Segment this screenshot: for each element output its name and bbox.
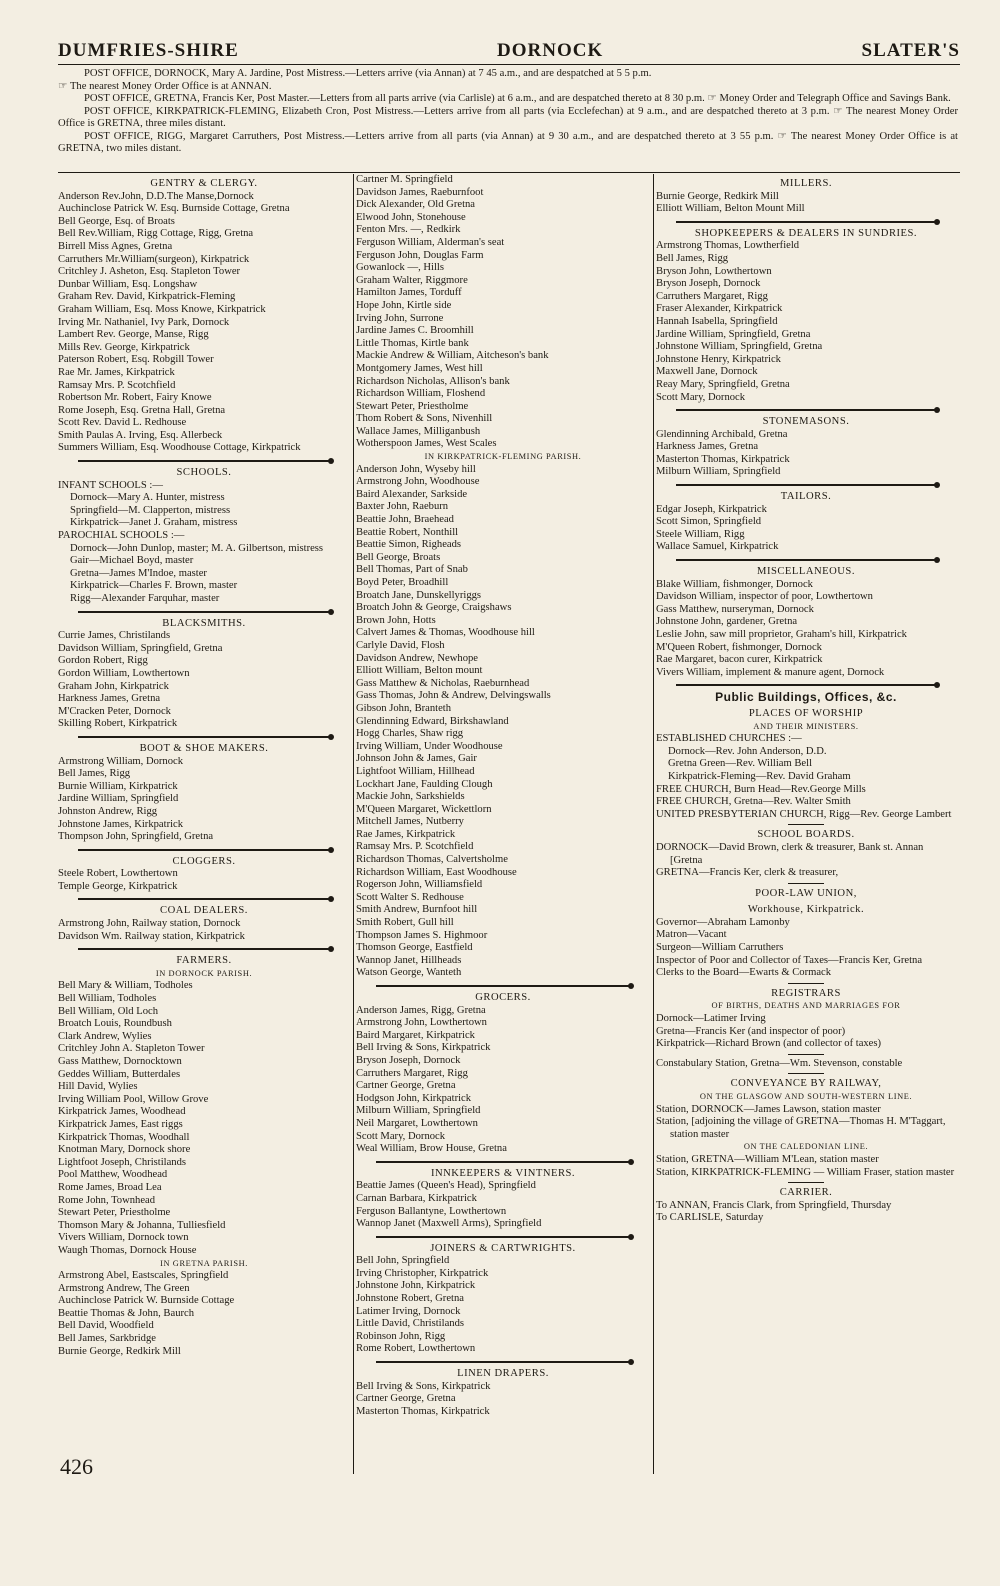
directory-entry: Clerks to the Board—Ewarts & Cormack xyxy=(656,967,832,979)
section-heading: FARMERS. xyxy=(176,955,232,967)
directory-entry: Steele William, Rigg xyxy=(656,528,745,540)
directory-entry: Smith Paulas A. Irving, Esq. Allerbeck xyxy=(58,429,223,441)
directory-entry: Masterton Thomas, Kirkpatrick xyxy=(356,1405,490,1417)
directory-entry: Davidson William, Springfield, Gretna xyxy=(58,642,223,654)
directory-entry: Little Thomas, Kirtle bank xyxy=(356,337,469,349)
directory-entry: Bell Rev.William, Rigg Cottage, Rigg, Gretna xyxy=(58,228,254,240)
directory-entry: Davidson Andrew, Newhope xyxy=(356,652,478,664)
directory-entry: Rae Margaret, bacon curer, Kirkpatrick xyxy=(656,654,823,666)
directory-entry: Beattie John, Braehead xyxy=(356,514,454,526)
section-divider xyxy=(376,1159,630,1164)
directory-entry: Matron—Vacant xyxy=(656,929,727,941)
post-office-gretna: POST OFFICE, GRETNA, Francis Ker, Post Master.—Letters from all parts arrive (via Carlisle) at 6 a.m., and are despatched thereto at 8 30 p.m. ☞ Money Order and Telegraph Office and Savings Bank. xyxy=(84,93,951,104)
directory-entry: Beattie James (Queen's Head), Springfield xyxy=(356,1180,536,1192)
short-divider xyxy=(788,983,824,984)
directory-entry: Carruthers Margaret, Rigg xyxy=(356,1067,468,1079)
directory-entry: Station, DORNOCK—James Lawson, station master xyxy=(656,1103,881,1115)
directory-entry: Bryson Joseph, Dornock xyxy=(356,1054,461,1066)
directory-entry: Birrell Miss Agnes, Gretna xyxy=(58,240,173,252)
directory-entry: Gass Matthew, Dornocktown xyxy=(58,1056,182,1067)
directory-entry: Hodgson John, Kirkpatrick xyxy=(356,1092,472,1104)
directory-entry: Johnstone James, Kirkpatrick xyxy=(58,818,184,830)
directory-entry: Reay Mary, Springfield, Gretna xyxy=(656,378,790,390)
directory-entry: Wannop Janet (Maxwell Arms), Springfield xyxy=(356,1218,542,1230)
directory-entry: Mills Rev. George, Kirkpatrick xyxy=(58,341,190,353)
directory-entry: Broatch Jane, Dunskellyriggs xyxy=(356,589,482,601)
directory-entry: Armstrong John, Railway station, Dornock xyxy=(58,918,241,930)
directory-entry: Mitchell James, Nutberry xyxy=(356,816,464,828)
directory-entry: Lambert Rev. George, Manse, Rigg xyxy=(58,329,209,341)
directory-entry: Bell Irving & Sons, Kirkpatrick xyxy=(356,1042,491,1054)
directory-entry: Thomson George, Eastfield xyxy=(356,942,473,954)
directory-entry: Jardine James C. Broomhill xyxy=(356,325,474,337)
directory-entry: Vivers William, implement & manure agent, Dornock xyxy=(656,666,885,678)
directory-entry: Ramsay Mrs. P. Scotchfield xyxy=(356,841,474,853)
directory-entry: Dornock—John Dunlop, master; M. A. Gilbertson, mistress xyxy=(70,542,324,554)
directory-entry: Mackie Andrew & William, Aitcheson's bank xyxy=(356,350,549,362)
section-heading: BLACKSMITHS. xyxy=(162,617,246,629)
directory-entry: Kirkpatrick James, East riggs xyxy=(58,1118,183,1130)
directory-entry: Armstrong Abel, Eastscales, Springfield xyxy=(58,1270,229,1282)
header-town: DORNOCK xyxy=(497,40,604,61)
directory-entry: Bell David, Woodfield xyxy=(58,1320,154,1332)
section-divider xyxy=(376,1234,630,1239)
directory-entry: Johnstone Robert, Gretna xyxy=(356,1293,464,1305)
column-2 xyxy=(356,174,650,1418)
header-publisher: SLATER'S xyxy=(861,40,960,61)
directory-entry: Cartner George, Gretna xyxy=(356,1080,456,1092)
section-heading: REGISTRARS xyxy=(771,987,841,999)
directory-entry: Fraser Alexander, Kirkpatrick xyxy=(656,303,783,315)
directory-entry: Wotherspoon James, West Scales xyxy=(356,438,497,450)
directory-entry: Harkness James, Gretna xyxy=(656,441,759,453)
directory-entry: Summers William, Esq. Woodhouse Cottage, Kirkpatrick xyxy=(58,442,301,454)
directory-entry: Baird Alexander, Sarkside xyxy=(356,488,468,500)
directory-entry: Waugh Thomas, Dornock House xyxy=(58,1244,197,1256)
column-divider-2 xyxy=(653,174,654,1474)
directory-entry: Scott Walter S. Redhouse xyxy=(356,891,464,903)
section-heading: SCHOOL BOARDS. xyxy=(757,829,855,841)
directory-entry: Glendinning Archibald, Gretna xyxy=(656,428,788,440)
sub-heading: IN DORNOCK PARISH. xyxy=(155,968,253,978)
directory-entry: Carruthers Mr.William(surgeon), Kirkpatrick xyxy=(58,253,250,265)
directory-entry: Johnstone John, gardener, Gretna xyxy=(656,616,798,628)
section-divider xyxy=(676,407,936,412)
directory-entry: Lightfoot William, Hillhead xyxy=(356,765,475,777)
section-divider xyxy=(376,983,630,988)
directory-entry: Bell Thomas, Part of Snab xyxy=(356,564,468,576)
directory-entry: Armstrong William, Dornock xyxy=(58,755,184,767)
directory-entry: Gretna—James M'Indoe, master xyxy=(70,567,207,579)
directory-entry: Kirkpatrick—Charles F. Brown, master xyxy=(70,580,238,592)
intro-rule xyxy=(58,172,960,173)
directory-entry: Carnan Barbara, Kirkpatrick xyxy=(356,1192,477,1204)
directory-entry: Anderson James, Rigg, Gretna xyxy=(356,1004,486,1016)
directory-entry: Elliott William, Belton Mount Mill xyxy=(656,203,805,215)
directory-entry: Kirkpatrick James, Woodhead xyxy=(58,1106,186,1118)
directory-entry: Dunbar William, Esq. Longshaw xyxy=(58,278,198,290)
directory-entry: Graham William, Esq. Moss Knowe, Kirkpatrick xyxy=(58,303,266,315)
directory-entry: Gass Thomas, John & Andrew, Delvingswalls xyxy=(356,690,551,702)
directory-entry: Kirkpatrick—Richard Brown (and collector of taxes) xyxy=(656,1038,882,1050)
directory-entry: Harkness James, Gretna xyxy=(58,693,161,705)
directory-entry: Kirkpatrick Thomas, Woodhall xyxy=(58,1131,190,1143)
directory-entry: Graham Walter, Riggmore xyxy=(356,274,468,286)
directory-entry: Rome James, Broad Lea xyxy=(58,1181,162,1193)
header-county: DUMFRIES-SHIRE xyxy=(58,40,239,61)
directory-entry: Anderson John, Wyseby hill xyxy=(356,463,476,475)
section-heading: SCHOOLS. xyxy=(176,467,232,479)
directory-entry: To ANNAN, Francis Clark, from Springfield, Thursday xyxy=(656,1199,892,1211)
post-office-kirkpatrick: POST OFFICE, KIRKPATRICK-FLEMING, Elizabeth Cron, Post Mistress.—Letters arrive from all parts (via Ecclefechan) at 9 a.m., and are despatched thereto at 3 p.m. ☞ The nearest Money Order Office is GRETNA, three miles distant. xyxy=(58,105,958,129)
section-heading: MISCELLANEOUS. xyxy=(757,566,855,578)
directory-entry: Auchinclose Patrick W. Burnside Cottage xyxy=(58,1295,235,1307)
section-divider xyxy=(78,946,330,951)
directory-entry: Kirkpatrick—Janet J. Graham, mistress xyxy=(70,517,238,529)
directory-entry: Dornock—Rev. John Anderson, D.D. xyxy=(668,745,827,757)
directory-entry: UNITED PRESBYTERIAN CHURCH, Rigg—Rev. George Lambert xyxy=(656,808,952,820)
directory-entry: Thompson John, Springfield, Gretna xyxy=(58,831,214,843)
directory-entry: Cartner George, Gretna xyxy=(356,1393,456,1405)
directory-entry: Jardine William, Springfield xyxy=(58,793,179,805)
directory-entry: Armstrong John, Woodhouse xyxy=(356,476,480,488)
directory-entry: Bell William, Todholes xyxy=(58,993,157,1005)
directory-entry: Critchley John A. Stapleton Tower xyxy=(58,1043,205,1055)
directory-entry: Kirkpatrick-Fleming—Rev. David Graham xyxy=(668,770,851,782)
section-heading: TAILORS. xyxy=(780,491,832,503)
directory-entry: Clark Andrew, Wylies xyxy=(58,1030,152,1042)
directory-entry: Irving Christopher, Kirkpatrick xyxy=(356,1267,489,1279)
section-divider xyxy=(376,1359,630,1364)
directory-entry: Weal William, Brow House, Gretna xyxy=(356,1143,507,1155)
directory-entry: PAROCHIAL SCHOOLS :— xyxy=(58,530,185,542)
page-number: 426 xyxy=(60,1454,93,1479)
directory-entry: Hill David, Wylies xyxy=(58,1081,138,1093)
directory-entry: Montgomery James, West hill xyxy=(356,362,483,374)
directory-entry: Bell Irving & Sons, Kirkpatrick xyxy=(356,1380,491,1392)
section-heading: GENTRY & CLERGY. xyxy=(150,178,258,189)
directory-entry: Auchinclose Patrick W. Esq. Burnside Cottage, Gretna xyxy=(58,203,290,215)
directory-entry: Ferguson William, Alderman's seat xyxy=(356,236,505,248)
sub-heading: OF BIRTHS, DEATHS AND MARRIAGES FOR xyxy=(711,1001,901,1011)
directory-entry: Gass Matthew & Nicholas, Raeburnhead xyxy=(356,677,530,689)
directory-entry: Gowanlock —, Hills xyxy=(356,262,444,274)
section-divider xyxy=(78,458,330,463)
directory-entry: Dornock—Mary A. Hunter, mistress xyxy=(70,492,225,504)
section-divider xyxy=(78,896,330,901)
directory-entry: Armstrong Andrew, The Green xyxy=(58,1282,190,1294)
directory-entry: Johnstone John, Kirkpatrick xyxy=(356,1280,476,1292)
directory-entry: Richardson Thomas, Calvertsholme xyxy=(356,854,508,866)
directory-entry: Paterson Robert, Esq. Robgill Tower xyxy=(58,354,214,366)
directory-entry: Davidson James, Raeburnfoot xyxy=(356,186,484,198)
section-heading: PLACES OF WORSHIP xyxy=(748,707,864,719)
directory-entry: Davidson William, inspector of poor, Lowthertown xyxy=(656,591,873,603)
directory-entry: Gair—Michael Boyd, master xyxy=(70,555,194,567)
directory-entry: Scott Rev. David L. Redhouse xyxy=(58,417,187,429)
directory-entry: Constabulary Station, Gretna—Wm. Stevenson, constable xyxy=(656,1057,903,1069)
directory-entry: GRETNA—Francis Ker, clerk & treasurer, xyxy=(656,867,839,879)
short-divider xyxy=(788,883,824,884)
directory-entry: Gretna—Francis Ker (and inspector of poor) xyxy=(656,1025,846,1037)
directory-entry: Graham John, Kirkpatrick xyxy=(58,680,169,692)
directory-entry: Dornock—Latimer Irving xyxy=(656,1013,766,1025)
directory-entry: Bell James, Rigg xyxy=(656,252,729,264)
directory-entry: Bell James, Sarkbridge xyxy=(58,1333,156,1345)
directory-entry: Carruthers Margaret, Rigg xyxy=(656,290,768,302)
directory-entry: Ferguson Ballantyne, Lowthertown xyxy=(356,1205,507,1217)
section-heading: CONVEYANCE BY RAILWAY, xyxy=(730,1078,882,1090)
directory-entry: Beattie Robert, Nonthill xyxy=(356,526,459,538)
section-divider xyxy=(78,847,330,852)
directory-entry: M'Queen Robert, fishmonger, Dornock xyxy=(656,641,822,653)
directory-entry: Irving Mr. Nathaniel, Ivy Park, Dornock xyxy=(58,316,230,328)
directory-entry: Thompson James S. Highmoor xyxy=(356,929,488,941)
section-heading: COAL DEALERS. xyxy=(160,905,248,917)
directory-entry: Milburn William, Springfield xyxy=(656,466,781,478)
section-heading: BOOT & SHOE MAKERS. xyxy=(139,742,269,754)
directory-entry: Bell William, Old Loch xyxy=(58,1005,159,1017)
directory-entry: Robertson Mr. Robert, Fairy Knowe xyxy=(58,392,212,404)
directory-entry: Temple George, Kirkpatrick xyxy=(58,880,178,892)
directory-entry: FREE CHURCH, Gretna—Rev. Walter Smith xyxy=(656,796,851,808)
directory-entry: Elwood John, Stonehouse xyxy=(356,211,466,223)
directory-entry: Baxter John, Raeburn xyxy=(356,501,449,513)
directory-entry: Little David, Christilands xyxy=(356,1318,464,1330)
directory-entry: Jardine William, Springfield, Gretna xyxy=(656,328,811,340)
directory-entry: Currie James, Christilands xyxy=(58,630,171,642)
section-divider xyxy=(676,557,936,562)
sub-heading: IN KIRKPATRICK-FLEMING PARISH. xyxy=(424,452,582,462)
section-divider xyxy=(676,482,936,487)
directory-entry: Broatch Louis, Roundbush xyxy=(58,1018,172,1030)
directory-entry: Burnie William, Kirkpatrick xyxy=(58,780,178,792)
directory-entry: Hannah Isabella, Springfield xyxy=(656,315,778,327)
directory-entry: Broatch John & George, Craigshaws xyxy=(356,602,512,614)
directory-entry: Lockhart Jane, Faulding Clough xyxy=(356,778,493,790)
directory-entry: Boyd Peter, Broadhill xyxy=(356,577,449,588)
directory-entry: ESTABLISHED CHURCHES :— xyxy=(656,733,802,745)
directory-entry: Smith Andrew, Burnfoot hill xyxy=(356,904,478,916)
directory-entry: Surgeon—William Carruthers xyxy=(656,942,784,954)
directory-entry: Robinson John, Rigg xyxy=(356,1330,446,1342)
directory-entry: Burnie George, Redkirk Mill xyxy=(58,1345,181,1357)
directory-entry: Burnie George, Redkirk Mill xyxy=(656,190,779,202)
directory-entry: Inspector of Poor and Collector of Taxes—Francis Ker, Gretna xyxy=(656,954,923,966)
directory-entry: Steele Robert, Lowthertown xyxy=(58,868,178,880)
directory-entry: Geddes William, Butterdales xyxy=(58,1068,181,1080)
post-office-dornock: POST OFFICE, DORNOCK, Mary A. Jardine, Post Mistress.—Letters arrive (via Annan) at 7 45 a.m., and are despatched at 5 5 p.m. xyxy=(84,68,652,79)
directory-entry: Latimer Irving, Dornock xyxy=(356,1305,461,1317)
directory-entry: Scott Mary, Dornock xyxy=(656,391,746,403)
directory-entry: Hogg Charles, Shaw rigg xyxy=(356,728,464,740)
directory-entry: Irving John, Surrone xyxy=(356,312,444,324)
directory-entry: Leslie John, saw mill proprietor, Graham's hill, Kirkpatrick xyxy=(656,629,907,640)
directory-entry: Ferguson John, Douglas Farm xyxy=(356,249,484,261)
directory-entry: Springfield—M. Clapperton, mistress xyxy=(70,504,231,516)
directory-entry: Station, [adjoining the village of GRETNA—Thomas H. M'Taggart, station master xyxy=(656,1116,946,1140)
section-heading: INNKEEPERS & VINTNERS. xyxy=(430,1167,576,1179)
directory-entry: Bell James, Rigg xyxy=(58,768,131,780)
directory-entry: Rigg—Alexander Farquhar, master xyxy=(70,593,220,604)
directory-entry: Bryson John, Lowthertown xyxy=(656,265,772,277)
directory-entry: Cartner M. Springfield xyxy=(356,174,453,185)
directory-entry: Mackie John, Sarkshields xyxy=(356,791,465,803)
directory-entry: Blake William, fishmonger, Dornock xyxy=(656,578,813,590)
directory-entry: FREE CHURCH, Burn Head—Rev.George Mills xyxy=(656,783,866,795)
sub-heading: IN GRETNA PARISH. xyxy=(160,1258,248,1268)
section-divider xyxy=(78,734,330,739)
directory-entry: Stewart Peter, Priestholme xyxy=(58,1207,171,1219)
directory-entry: Lightfoot Joseph, Christilands xyxy=(58,1156,187,1168)
directory-entry: Thomson Mary & Johanna, Tulliesfield xyxy=(58,1219,226,1231)
directory-entry: Johnston Andrew, Rigg xyxy=(58,805,158,817)
directory-entry: Vivers William, Dornock town xyxy=(58,1232,189,1244)
directory-entry: Davidson Wm. Railway station, Kirkpatrick xyxy=(58,930,245,942)
column-1 xyxy=(58,174,350,1358)
section-heading: MILLERS. xyxy=(780,178,832,189)
directory-entry: Stewart Peter, Priestholme xyxy=(356,400,469,412)
section-divider xyxy=(676,682,936,687)
directory-entry: Pool Matthew, Woodhead xyxy=(58,1169,168,1181)
directory-entry: Richardson Nicholas, Allison's bank xyxy=(356,375,510,387)
directory-entry: Maxwell Jane, Dornock xyxy=(656,366,758,378)
directory-entry: M'Queen Margaret, Wickettlorn xyxy=(356,803,492,815)
directory-entry: Skilling Robert, Kirkpatrick xyxy=(58,718,178,730)
directory-entry: Bryson Joseph, Dornock xyxy=(656,278,761,290)
directory-entry: Bell John, Springfield xyxy=(356,1255,450,1267)
directory-entry: Richardson William, East Woodhouse xyxy=(356,866,517,878)
directory-entry: Rae Mr. James, Kirkpatrick xyxy=(58,366,175,378)
short-divider xyxy=(788,1073,824,1074)
directory-entry: Bell George, Broats xyxy=(356,551,441,563)
directory-entry: Station, GRETNA—William M'Lean, station master xyxy=(656,1153,879,1165)
directory-entry: DORNOCK—David Brown, clerk & treasurer, Bank st. Annan [Gretna xyxy=(656,841,924,866)
section-heading: CLOGGERS. xyxy=(172,855,236,867)
directory-entry: To CARLISLE, Saturday xyxy=(656,1212,764,1224)
directory-entry: Johnstone William, Springfield, Gretna xyxy=(656,341,823,353)
directory-entry: Gretna Green—Rev. William Bell xyxy=(668,758,813,770)
directory-entry: Irving William, Under Woodhouse xyxy=(356,740,503,752)
post-office-rigg: POST OFFICE, RIGG, Margaret Carruthers, Post Mistress.—Letters arrive from all parts (via Annan) at 9 30 a.m., and are despatched thereto at 3 55 p.m. ☞ The nearest Money Order Office is at GRETNA, two miles distant. xyxy=(58,130,958,154)
directory-entry: Johnstone Henry, Kirkpatrick xyxy=(656,353,781,365)
directory-entry: Beattie Thomas & John, Baurch xyxy=(58,1307,195,1319)
directory-entry: Knotman Mary, Dornock shore xyxy=(58,1144,191,1156)
post-office-notices xyxy=(58,68,958,156)
section-heading: GROCERS. xyxy=(475,992,531,1003)
directory-entry: M'Cracken Peter, Dornock xyxy=(58,705,171,717)
directory-entry: Wallace James, Milliganbush xyxy=(356,425,481,437)
directory-entry: Irving William Pool, Willow Grove xyxy=(58,1093,209,1105)
directory-entry: Gass Matthew, nurseryman, Dornock xyxy=(656,603,814,615)
directory-entry: Milburn William, Springfield xyxy=(356,1105,481,1117)
directory-entry: Neil Margaret, Lowthertown xyxy=(356,1117,478,1129)
directory-entry: Wallace Samuel, Kirkpatrick xyxy=(656,541,779,553)
money-order-note: ☞ The nearest Money Order Office is at ANNAN. xyxy=(58,80,272,92)
directory-entry: Gibson John, Branteth xyxy=(356,702,452,714)
sub-heading: AND THEIR MINISTERS. xyxy=(753,721,859,731)
directory-entry: Anderson Rev.John, D.D.The Manse,Dornock xyxy=(58,190,254,202)
sub-heading: ON THE CALEDONIAN LINE. xyxy=(743,1142,869,1152)
directory-entry: Bell Mary & William, Todholes xyxy=(58,980,193,992)
directory-entry: Armstrong John, Lowthertown xyxy=(356,1017,487,1029)
directory-entry: Scott Simon, Springfield xyxy=(656,516,762,528)
directory-entry: Beattie Simon, Righeads xyxy=(356,539,462,551)
directory-entry: Ramsay Mrs. P. Scotchfield xyxy=(58,379,176,391)
section-heading: SHOPKEEPERS & DEALERS IN SUNDRIES. xyxy=(694,227,918,239)
directory-entry: Rome John, Townhead xyxy=(58,1194,156,1206)
short-divider xyxy=(788,1182,824,1183)
directory-entry: Edgar Joseph, Kirkpatrick xyxy=(656,503,767,515)
directory-entry: Brown John, Hotts xyxy=(356,614,436,626)
directory-entry: Dick Alexander, Old Gretna xyxy=(356,199,476,211)
directory-entry: Graham Rev. David, Kirkpatrick-Fleming xyxy=(58,291,236,303)
section-heading: STONEMASONS. xyxy=(762,416,850,428)
sub-heading: ON THE GLASGOW AND SOUTH-WESTERN LINE. xyxy=(699,1092,913,1101)
directory-entry: Elliott William, Belton mount xyxy=(356,665,483,677)
directory-entry: Watson George, Wanteth xyxy=(356,967,462,979)
section-heading: POOR-LAW UNION, xyxy=(755,887,857,899)
column-divider-1 xyxy=(353,174,354,1474)
directory-entry: Richardson William, Floshend xyxy=(356,388,486,400)
directory-entry: Bell George, Esq. of Broats xyxy=(58,215,175,227)
directory-entry: Gordon Robert, Rigg xyxy=(58,655,148,667)
major-heading: Public Buildings, Offices, &c. xyxy=(715,690,897,705)
directory-entry: Johnson John & James, Gair xyxy=(356,753,477,765)
directory-entry: Rae James, Kirkpatrick xyxy=(356,828,456,840)
directory-entry: Gordon William, Lowthertown xyxy=(58,667,190,679)
directory-entry: Hope John, Kirtle side xyxy=(356,299,452,311)
directory-entry: Carlyle David, Flosh xyxy=(356,639,445,651)
directory-entry: Armstrong Thomas, Lowtherfield xyxy=(656,240,800,252)
directory-entry: Glendinning Edward, Birkshawland xyxy=(356,715,509,727)
directory-entry: Governor—Abraham Lamonby xyxy=(656,916,790,928)
section-heading: Workhouse, Kirkpatrick. xyxy=(747,904,865,916)
section-heading: CARRIER. xyxy=(779,1187,833,1199)
directory-entry: Fenton Mrs. —, Redkirk xyxy=(356,224,461,236)
directory-entry: INFANT SCHOOLS :— xyxy=(58,479,163,491)
header-rule xyxy=(58,64,960,65)
section-divider xyxy=(676,219,936,224)
column-3 xyxy=(656,174,956,1225)
directory-entry: Calvert James & Thomas, Woodhouse hill xyxy=(356,627,535,639)
directory-entry: Rogerson John, Williamsfield xyxy=(356,879,483,891)
directory-entry: Critchley J. Asheton, Esq. Stapleton Tower xyxy=(58,266,241,278)
page-header xyxy=(58,34,960,62)
directory-entry: Station, KIRKPATRICK-FLEMING — William Fraser, station master xyxy=(656,1166,955,1178)
short-divider xyxy=(788,1054,824,1055)
section-heading: LINEN DRAPERS. xyxy=(457,1368,549,1380)
directory-entry: Rome Joseph, Esq. Gretna Hall, Gretna xyxy=(58,404,226,416)
directory-entry: Rome Robert, Lowthertown xyxy=(356,1343,476,1355)
directory-entry: Masterton Thomas, Kirkpatrick xyxy=(656,453,790,465)
directory-entry: Wannop Janet, Hillheads xyxy=(356,954,462,966)
directory-entry: Hamilton James, Torduff xyxy=(356,287,462,299)
directory-entry: Scott Mary, Dornock xyxy=(356,1130,446,1142)
section-heading: JOINERS & CARTWRIGHTS. xyxy=(430,1242,576,1254)
directory-entry: Smith Robert, Gull hill xyxy=(356,917,454,929)
directory-entry: Thom Robert & Sons, Nivenhill xyxy=(356,413,493,425)
directory-entry: Baird Margaret, Kirkpatrick xyxy=(356,1029,475,1041)
section-divider xyxy=(78,609,330,614)
short-divider xyxy=(788,824,824,825)
